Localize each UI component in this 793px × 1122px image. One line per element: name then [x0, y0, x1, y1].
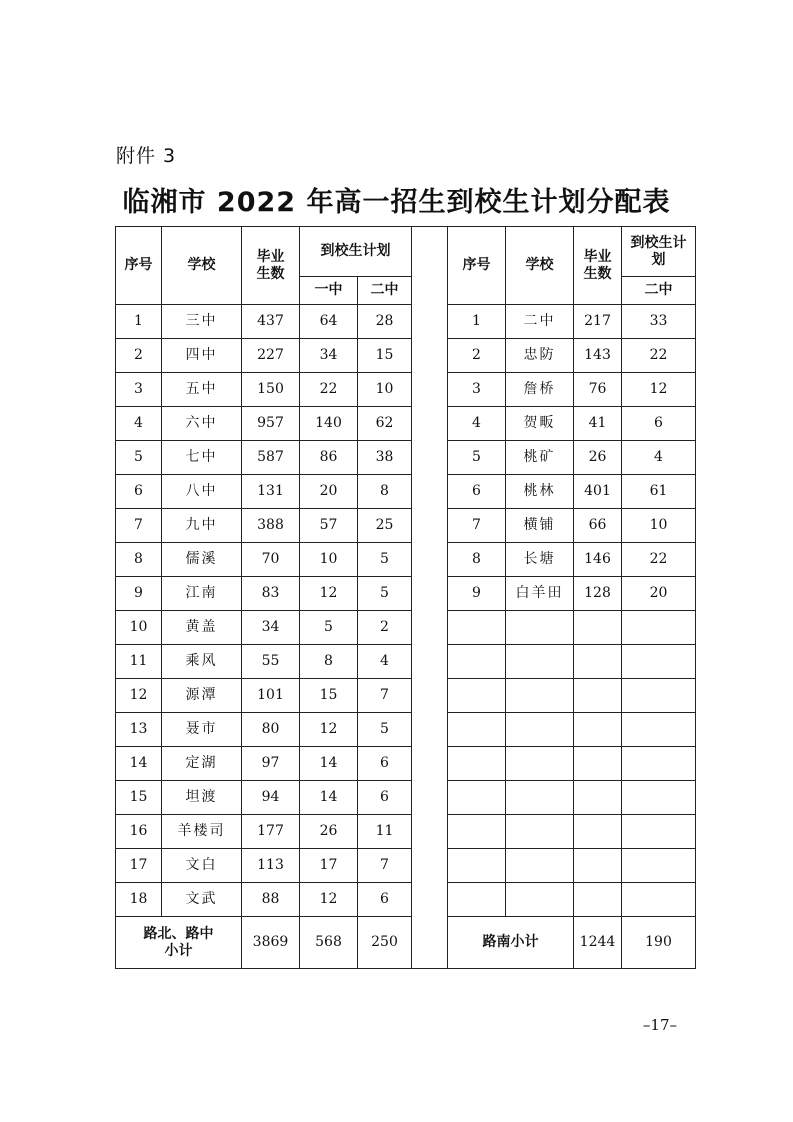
- grads-cell: 83: [242, 577, 300, 611]
- seq-cell: 13: [116, 713, 162, 747]
- school-cell: 六中: [162, 407, 242, 441]
- seq-cell: [448, 645, 506, 679]
- header-row-1: [116, 227, 696, 277]
- seq-cell: 12: [116, 679, 162, 713]
- school-cell: 八中: [162, 475, 242, 509]
- seq-cell: 7: [116, 509, 162, 543]
- grads-cell: [574, 679, 622, 713]
- yizhong-quota-cell: 20: [300, 475, 358, 509]
- grads-cell: [574, 849, 622, 883]
- table-row: [116, 747, 696, 781]
- seq-cell: 6: [116, 475, 162, 509]
- yizhong-quota-cell: 12: [300, 577, 358, 611]
- erzhong-quota-cell: 15: [358, 339, 412, 373]
- header-grads-line2: 生数: [256, 265, 285, 282]
- table-row: [116, 645, 696, 679]
- school-cell: 横铺: [506, 509, 574, 543]
- grads-cell: [574, 645, 622, 679]
- seq-cell: 3: [448, 373, 506, 407]
- seq-cell: 15: [116, 781, 162, 815]
- yizhong-quota-cell: 14: [300, 747, 358, 781]
- school-cell: [506, 883, 574, 917]
- erzhong-quota-cell: 10: [358, 373, 412, 407]
- school-cell: 儒溪: [162, 543, 242, 577]
- erzhong-quota-cell: [622, 611, 696, 645]
- school-cell: 源潭: [162, 679, 242, 713]
- erzhong-quota-cell: 2: [358, 611, 412, 645]
- erzhong-quota-cell: [622, 883, 696, 917]
- school-cell: [506, 815, 574, 849]
- header-school-left: 学校: [162, 227, 242, 305]
- erzhong-quota-cell: 4: [358, 645, 412, 679]
- erzhong-quota-cell: 5: [358, 713, 412, 747]
- attachment-label: 附件 3: [116, 145, 177, 167]
- table-row: [116, 543, 696, 577]
- subtotal-left-label: [116, 917, 242, 969]
- seq-cell: 16: [116, 815, 162, 849]
- header-erzhong-left: 二中: [358, 277, 412, 305]
- header-grads-left: [242, 227, 300, 305]
- school-cell: 七中: [162, 441, 242, 475]
- table-row: [116, 781, 696, 815]
- grads-cell: 401: [574, 475, 622, 509]
- subtotal-left-erzhong: 250: [358, 917, 412, 969]
- seq-cell: 17: [116, 849, 162, 883]
- school-cell: 贺畈: [506, 407, 574, 441]
- header-plan-left: 到校生计划: [300, 227, 412, 277]
- yizhong-quota-cell: 26: [300, 815, 358, 849]
- erzhong-quota-cell: [622, 849, 696, 883]
- erzhong-quota-cell: 10: [622, 509, 696, 543]
- grads-cell: 55: [242, 645, 300, 679]
- school-cell: 桃林: [506, 475, 574, 509]
- erzhong-quota-cell: [622, 815, 696, 849]
- grads-cell: [574, 815, 622, 849]
- erzhong-quota-cell: 11: [358, 815, 412, 849]
- yizhong-quota-cell: 12: [300, 883, 358, 917]
- subtotal-left-line1: 路北、路中: [143, 925, 214, 942]
- subtotal-left-line2: 小计: [164, 942, 193, 959]
- header-grads-right: [574, 227, 622, 305]
- seq-cell: 10: [116, 611, 162, 645]
- school-cell: 二中: [506, 305, 574, 339]
- grads-cell: 177: [242, 815, 300, 849]
- table-row: [116, 577, 696, 611]
- erzhong-quota-cell: 6: [358, 781, 412, 815]
- header-grads-line2: 生数: [583, 265, 612, 282]
- erzhong-quota-cell: 38: [358, 441, 412, 475]
- erzhong-quota-cell: 4: [622, 441, 696, 475]
- school-cell: [506, 849, 574, 883]
- school-cell: [506, 645, 574, 679]
- grads-cell: 94: [242, 781, 300, 815]
- subtotal-left-yizhong: 568: [300, 917, 358, 969]
- header-grads-line1: 毕业: [583, 248, 612, 265]
- grads-cell: 957: [242, 407, 300, 441]
- table-row: [116, 509, 696, 543]
- grads-cell: 80: [242, 713, 300, 747]
- school-cell: 白羊田: [506, 577, 574, 611]
- yizhong-quota-cell: 64: [300, 305, 358, 339]
- school-cell: 文武: [162, 883, 242, 917]
- grads-cell: 34: [242, 611, 300, 645]
- header-plan-right-line1: 到校生计: [630, 234, 687, 251]
- erzhong-quota-cell: 20: [622, 577, 696, 611]
- subtotal-right-grads: 1244: [574, 917, 622, 969]
- seq-cell: 6: [448, 475, 506, 509]
- school-cell: 坦渡: [162, 781, 242, 815]
- grads-cell: 143: [574, 339, 622, 373]
- quota-table: [115, 226, 696, 969]
- seq-cell: 3: [116, 373, 162, 407]
- seq-cell: 2: [448, 339, 506, 373]
- yizhong-quota-cell: 14: [300, 781, 358, 815]
- seq-cell: [448, 611, 506, 645]
- grads-cell: 227: [242, 339, 300, 373]
- grads-cell: 128: [574, 577, 622, 611]
- school-cell: 九中: [162, 509, 242, 543]
- header-grads-line1: 毕业: [256, 248, 285, 265]
- grads-cell: 41: [574, 407, 622, 441]
- grads-cell: 66: [574, 509, 622, 543]
- erzhong-quota-cell: 28: [358, 305, 412, 339]
- erzhong-quota-cell: 7: [358, 849, 412, 883]
- table-row: [116, 883, 696, 917]
- grads-cell: 217: [574, 305, 622, 339]
- yizhong-quota-cell: 10: [300, 543, 358, 577]
- seq-cell: 18: [116, 883, 162, 917]
- grads-cell: 88: [242, 883, 300, 917]
- grads-cell: [574, 883, 622, 917]
- yizhong-quota-cell: 17: [300, 849, 358, 883]
- grads-cell: 388: [242, 509, 300, 543]
- yizhong-quota-cell: 15: [300, 679, 358, 713]
- header-yizhong-left: 一中: [300, 277, 358, 305]
- yizhong-quota-cell: 57: [300, 509, 358, 543]
- erzhong-quota-cell: 5: [358, 577, 412, 611]
- grads-cell: 26: [574, 441, 622, 475]
- table-row: [116, 849, 696, 883]
- grads-cell: 587: [242, 441, 300, 475]
- header-plan-right: [622, 227, 696, 277]
- school-cell: 定湖: [162, 747, 242, 781]
- table-row: [116, 475, 696, 509]
- school-cell: 忠防: [506, 339, 574, 373]
- seq-cell: [448, 679, 506, 713]
- grads-cell: [574, 781, 622, 815]
- yizhong-quota-cell: 34: [300, 339, 358, 373]
- yizhong-quota-cell: 86: [300, 441, 358, 475]
- erzhong-quota-cell: 22: [622, 543, 696, 577]
- school-cell: 四中: [162, 339, 242, 373]
- seq-cell: [448, 713, 506, 747]
- school-cell: [506, 679, 574, 713]
- grads-cell: 76: [574, 373, 622, 407]
- seq-cell: [448, 883, 506, 917]
- school-cell: 桃矿: [506, 441, 574, 475]
- grads-cell: [574, 747, 622, 781]
- seq-cell: 9: [116, 577, 162, 611]
- erzhong-quota-cell: 25: [358, 509, 412, 543]
- seq-cell: 5: [448, 441, 506, 475]
- grads-cell: [574, 713, 622, 747]
- grads-cell: 97: [242, 747, 300, 781]
- grads-cell: 150: [242, 373, 300, 407]
- subtotal-right-label: 路南小计: [448, 917, 574, 969]
- school-cell: [506, 747, 574, 781]
- header-seq-left: 序号: [116, 227, 162, 305]
- header-school-right: 学校: [506, 227, 574, 305]
- erzhong-quota-cell: 6: [622, 407, 696, 441]
- erzhong-quota-cell: [622, 645, 696, 679]
- table-row: [116, 611, 696, 645]
- school-cell: 詹桥: [506, 373, 574, 407]
- header-erzhong-right: 二中: [622, 277, 696, 305]
- school-cell: [506, 781, 574, 815]
- erzhong-quota-cell: [622, 679, 696, 713]
- erzhong-quota-cell: 6: [358, 747, 412, 781]
- seq-cell: 4: [116, 407, 162, 441]
- erzhong-quota-cell: 7: [358, 679, 412, 713]
- grads-cell: 146: [574, 543, 622, 577]
- header-seq-right: 序号: [448, 227, 506, 305]
- school-cell: 长塘: [506, 543, 574, 577]
- seq-cell: 4: [448, 407, 506, 441]
- subtotal-right-erzhong: 190: [622, 917, 696, 969]
- school-cell: 文白: [162, 849, 242, 883]
- school-cell: 乘风: [162, 645, 242, 679]
- erzhong-quota-cell: 5: [358, 543, 412, 577]
- erzhong-quota-cell: 6: [358, 883, 412, 917]
- erzhong-quota-cell: [622, 781, 696, 815]
- school-cell: 江南: [162, 577, 242, 611]
- erzhong-quota-cell: 8: [358, 475, 412, 509]
- erzhong-quota-cell: 61: [622, 475, 696, 509]
- school-cell: 聂市: [162, 713, 242, 747]
- school-cell: 三中: [162, 305, 242, 339]
- table-row: [116, 679, 696, 713]
- page-title: 临湘市 2022 年高一招生到校生计划分配表: [122, 187, 671, 218]
- erzhong-quota-cell: 22: [622, 339, 696, 373]
- table-row: [116, 305, 696, 339]
- school-cell: 五中: [162, 373, 242, 407]
- school-cell: 黄盖: [162, 611, 242, 645]
- erzhong-quota-cell: 33: [622, 305, 696, 339]
- yizhong-quota-cell: 12: [300, 713, 358, 747]
- erzhong-quota-cell: 12: [622, 373, 696, 407]
- seq-cell: 11: [116, 645, 162, 679]
- seq-cell: 8: [448, 543, 506, 577]
- table-row: [116, 407, 696, 441]
- seq-cell: [448, 815, 506, 849]
- seq-cell: [448, 747, 506, 781]
- seq-cell: 1: [448, 305, 506, 339]
- seq-cell: 9: [448, 577, 506, 611]
- seq-cell: [448, 781, 506, 815]
- table-row: [116, 441, 696, 475]
- yizhong-quota-cell: 22: [300, 373, 358, 407]
- grads-cell: 113: [242, 849, 300, 883]
- seq-cell: 5: [116, 441, 162, 475]
- seq-cell: 8: [116, 543, 162, 577]
- erzhong-quota-cell: [622, 747, 696, 781]
- school-cell: [506, 611, 574, 645]
- table-row: [116, 815, 696, 849]
- grads-cell: [574, 611, 622, 645]
- erzhong-quota-cell: [622, 713, 696, 747]
- grads-cell: 101: [242, 679, 300, 713]
- seq-cell: [448, 849, 506, 883]
- column-gap: [412, 227, 448, 969]
- seq-cell: 14: [116, 747, 162, 781]
- table-row: [116, 713, 696, 747]
- header-plan-right-line2: 划: [651, 251, 666, 268]
- school-cell: 羊楼司: [162, 815, 242, 849]
- seq-cell: 7: [448, 509, 506, 543]
- subtotal-row: [116, 917, 696, 969]
- yizhong-quota-cell: 140: [300, 407, 358, 441]
- erzhong-quota-cell: 62: [358, 407, 412, 441]
- table-row: [116, 373, 696, 407]
- grads-cell: 70: [242, 543, 300, 577]
- subtotal-left-grads: 3869: [242, 917, 300, 969]
- grads-cell: 131: [242, 475, 300, 509]
- seq-cell: 2: [116, 339, 162, 373]
- seq-cell: 1: [116, 305, 162, 339]
- table-row: [116, 339, 696, 373]
- yizhong-quota-cell: 8: [300, 645, 358, 679]
- page-number: –17–: [642, 1016, 677, 1034]
- yizhong-quota-cell: 5: [300, 611, 358, 645]
- school-cell: [506, 713, 574, 747]
- grads-cell: 437: [242, 305, 300, 339]
